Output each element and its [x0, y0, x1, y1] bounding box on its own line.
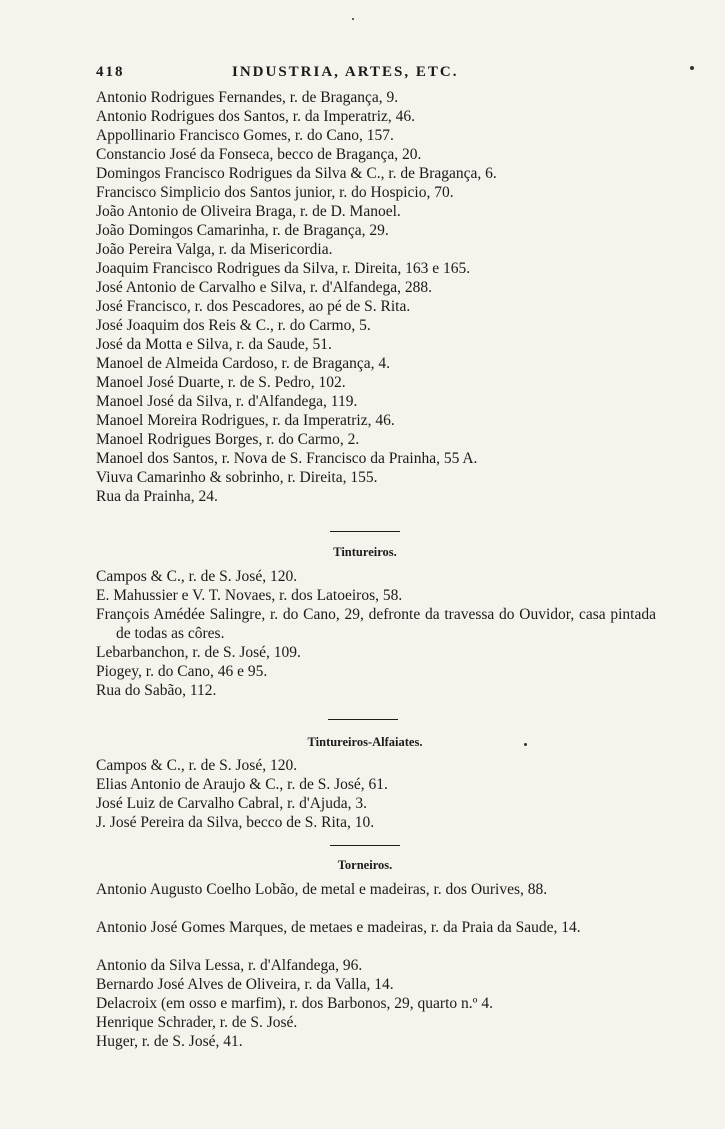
- list-item: Campos & C., r. de S. José, 120.: [96, 568, 298, 585]
- ink-speck: [524, 743, 527, 746]
- list-item: Manoel de Almeida Cardoso, r. de Bragança, 4.: [96, 355, 390, 372]
- list-item: Manoel José da Silva, r. d'Alfandega, 119.: [96, 393, 358, 410]
- list-item: Huger, r. de S. José, 41.: [96, 1033, 243, 1050]
- list-item: Campos & C., r. de S. José, 120.: [96, 757, 298, 774]
- list-item: Viuva Camarinho & sobrinho, r. Direita, 155.: [96, 469, 378, 486]
- list-item: Joaquim Francisco Rodrigues da Silva, r. Direita, 163 e 165.: [96, 260, 471, 277]
- ink-speck: [690, 66, 694, 70]
- list-item: Antonio José Gomes Marques, de metaes e madeiras, r. da Praia da Saude, 14.: [96, 919, 581, 936]
- section-divider: [330, 845, 400, 846]
- list-item: Appollinario Francisco Gomes, r. do Cano, 157.: [96, 127, 394, 144]
- section-heading-tintureiros-alfaiates: Tintureiros-Alfaiates.: [307, 735, 423, 749]
- running-head: INDUSTRIA, ARTES, ETC.: [232, 64, 459, 80]
- list-item: Rua do Sabão, 112.: [96, 682, 217, 699]
- list-item: João Domingos Camarinha, r. de Bragança, 29.: [96, 222, 389, 239]
- section-heading-torneiros: Torneiros.: [337, 858, 393, 872]
- page-header: [96, 64, 652, 84]
- list-item: François Amédée Salingre, r. do Cano, 29, defronte da travessa do Ouvidor, casa pintada de todas as côres.: [96, 606, 656, 642]
- section-divider: [330, 531, 400, 532]
- list-item: José Luiz de Carvalho Cabral, r. d'Ajuda, 3.: [96, 795, 367, 812]
- list-item: E. Mahussier e V. T. Novaes, r. dos Latoeiros, 58.: [96, 587, 403, 604]
- list-item: José Antonio de Carvalho e Silva, r. d'Alfandega, 288.: [96, 279, 432, 296]
- list-item: Antonio Rodrigues dos Santos, r. da Imperatriz, 46.: [96, 108, 415, 125]
- list-item: Antonio Rodrigues Fernandes, r. de Bragança, 9.: [96, 89, 399, 106]
- list-item: Constancio José da Fonseca, becco de Bragança, 20.: [96, 146, 422, 163]
- list-item: João Antonio de Oliveira Braga, r. de D. Manoel.: [96, 203, 401, 220]
- list-item: José da Motta e Silva, r. da Saude, 51.: [96, 336, 332, 353]
- page-number: 418: [96, 64, 125, 80]
- section-heading-tintureiros: Tintureiros.: [333, 545, 397, 559]
- section-divider: [328, 719, 398, 720]
- list-item: Piogey, r. do Cano, 46 e 95.: [96, 663, 268, 680]
- list-item: Rua da Prainha, 24.: [96, 488, 218, 505]
- list-item: Domingos Francisco Rodrigues da Silva & C., r. de Bragança, 6.: [96, 165, 497, 182]
- list-item: José Francisco, r. dos Pescadores, ao pé de S. Rita.: [96, 298, 411, 315]
- ink-speck: [352, 18, 354, 20]
- list-item: José Joaquim dos Reis & C., r. do Carmo, 5.: [96, 317, 371, 334]
- list-item: J. José Pereira da Silva, becco de S. Rita, 10.: [96, 814, 375, 831]
- list-item: Manoel José Duarte, r. de S. Pedro, 102.: [96, 374, 346, 391]
- list-item: Bernardo José Alves de Oliveira, r. da Valla, 14.: [96, 976, 394, 993]
- list-item: Francisco Simplicio dos Santos junior, r. do Hospicio, 70.: [96, 184, 454, 201]
- list-item: Lebarbanchon, r. de S. José, 109.: [96, 644, 301, 661]
- list-item: Antonio da Silva Lessa, r. d'Alfandega, 96.: [96, 957, 363, 974]
- list-item: Manoel Rodrigues Borges, r. do Carmo, 2.: [96, 431, 360, 448]
- list-item: Manoel Moreira Rodrigues, r. da Imperatriz, 46.: [96, 412, 395, 429]
- list-item: Manoel dos Santos, r. Nova de S. Francisco da Prainha, 55 A.: [96, 450, 478, 467]
- list-item: Delacroix (em osso e marfim), r. dos Barbonos, 29, quarto n.º 4.: [96, 995, 493, 1012]
- list-item: João Pereira Valga, r. da Misericordia.: [96, 241, 333, 258]
- list-item: Henrique Schrader, r. de S. José.: [96, 1014, 298, 1031]
- list-item: Elias Antonio de Araujo & C., r. de S. José, 61.: [96, 776, 388, 793]
- list-item: Antonio Augusto Coelho Lobão, de metal e madeiras, r. dos Ourives, 88.: [96, 881, 548, 898]
